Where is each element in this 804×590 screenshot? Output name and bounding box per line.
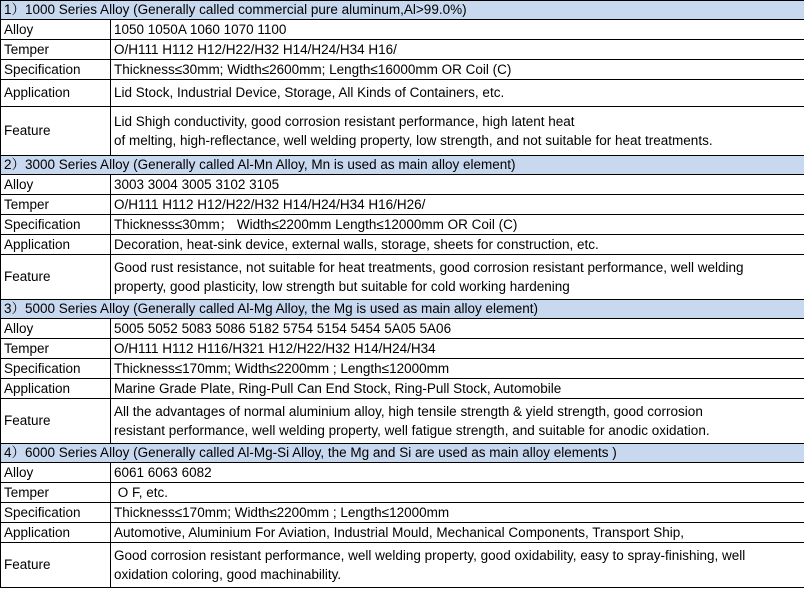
application-value: Decoration, heat-sink device, external walls, storage, sheets for construction, etc. (111, 235, 804, 255)
feature-line: resistant performance, well welding property, well fatigue strength, and suitable for anodic oxidation. (114, 423, 710, 438)
feature-label: Feature (1, 543, 111, 588)
section-header-row (1, 156, 804, 175)
application-row (1, 235, 804, 255)
feature-row (1, 255, 804, 300)
alloy-row (1, 175, 804, 195)
temper-label: Temper (1, 195, 111, 215)
alloy-value: 3003 3004 3005 3102 3105 (111, 175, 804, 195)
temper-row (1, 195, 804, 215)
application-label: Application (1, 379, 111, 399)
feature-row (1, 107, 804, 156)
feature-value (111, 543, 804, 588)
section-title: 3）5000 Series Alloy (Generally called Al-Mg Alloy, the Mg is used as main alloy element) (1, 300, 804, 319)
alloy-row (1, 319, 804, 339)
specification-row (1, 503, 804, 523)
temper-label: Temper (1, 40, 111, 60)
application-row (1, 523, 804, 543)
alloy-value: 6061 6063 6082 (111, 463, 804, 483)
specification-label: Specification (1, 359, 111, 379)
feature-label: Feature (1, 107, 111, 156)
temper-value: O/H111 H112 H12/H22/H32 H14/H24/H34 H16/H26/ (111, 195, 804, 215)
application-value: Marine Grade Plate, Ring-Pull Can End Stock, Ring-Pull Stock, Automobile (111, 379, 804, 399)
alloy-label: Alloy (1, 319, 111, 339)
feature-value (111, 255, 804, 300)
section-header-row (1, 300, 804, 319)
temper-value: O/H111 H112 H116/H321 H12/H22/H32 H14/H24/H34 (111, 339, 804, 359)
feature-line: Good corrosion resistant performance, well welding property, good oxidability, easy to spray-finishing, well (114, 548, 746, 563)
section-header-row (1, 444, 804, 463)
application-row (1, 379, 804, 399)
temper-label: Temper (1, 483, 111, 503)
specification-label: Specification (1, 503, 111, 523)
specification-row (1, 215, 804, 235)
temper-row (1, 40, 804, 60)
feature-line: of melting, high-reflectance, well welding property, low strength, and not suitable for heat treatments. (114, 133, 713, 148)
application-row (1, 80, 804, 107)
alloy-label: Alloy (1, 463, 111, 483)
specification-value: Thickness≤30mm; Width≤2600mm; Length≤16000mm OR Coil (C) (111, 60, 804, 80)
temper-label: Temper (1, 339, 111, 359)
application-label: Application (1, 235, 111, 255)
application-label: Application (1, 523, 111, 543)
feature-line: Lid Shigh conductivity, good corrosion resistant performance, high latent heat (114, 114, 575, 129)
feature-row (1, 399, 804, 444)
specification-value: Thickness≤170mm; Width≤2200mm ; Length≤12000mm (111, 503, 804, 523)
specification-label: Specification (1, 60, 111, 80)
feature-value (111, 107, 804, 156)
feature-value (111, 399, 804, 444)
feature-line: All the advantages of normal aluminium alloy, high tensile strength & yield strength, good corrosion (114, 404, 703, 419)
alloy-value: 5005 5052 5083 5086 5182 5754 5154 5454 5A05 5A06 (111, 319, 804, 339)
alloy-value: 1050 1050A 1060 1070 1100 (111, 20, 804, 40)
application-value: Automotive, Aluminium For Aviation, Industrial Mould, Mechanical Components, Transport Ship, (111, 523, 804, 543)
alloy-row (1, 20, 804, 40)
feature-label: Feature (1, 399, 111, 444)
specification-row (1, 359, 804, 379)
specification-label: Specification (1, 215, 111, 235)
specification-value: Thickness≤170mm; Width≤2200mm ; Length≤12000mm (111, 359, 804, 379)
feature-line: oxidation coloring, good machinability. (114, 567, 342, 582)
temper-value: O F, etc. (111, 483, 804, 503)
feature-label: Feature (1, 255, 111, 300)
application-label: Application (1, 80, 111, 107)
section-title: 2）3000 Series Alloy (Generally called Al-Mn Alloy, Mn is used as main alloy element) (1, 156, 804, 175)
section-header-row (1, 1, 804, 20)
temper-row (1, 339, 804, 359)
temper-value: O/H111 H112 H12/H22/H32 H14/H24/H34 H16/ (111, 40, 804, 60)
section-title: 1）1000 Series Alloy (Generally called commercial pure aluminum,Al>99.0%) (1, 1, 804, 20)
alloy-label: Alloy (1, 175, 111, 195)
specification-row (1, 60, 804, 80)
application-value: Lid Stock, Industrial Device, Storage, All Kinds of Containers, etc. (111, 80, 804, 107)
temper-row (1, 483, 804, 503)
feature-row (1, 543, 804, 588)
feature-line: Good rust resistance, not suitable for heat treatments, good corrosion resistant performance, well welding (114, 260, 744, 275)
section-title: 4）6000 Series Alloy (Generally called Al-Mg-Si Alloy, the Mg and Si are used as main alloy elements ) (1, 444, 804, 463)
feature-line: property, good plasticity, low strength but suitable for cold working hardening (114, 279, 570, 294)
alloy-row (1, 463, 804, 483)
specification-value: Thickness≤30mm； Width≤2200mm Length≤12000mm OR Coil (C) (111, 215, 804, 235)
alloy-label: Alloy (1, 20, 111, 40)
